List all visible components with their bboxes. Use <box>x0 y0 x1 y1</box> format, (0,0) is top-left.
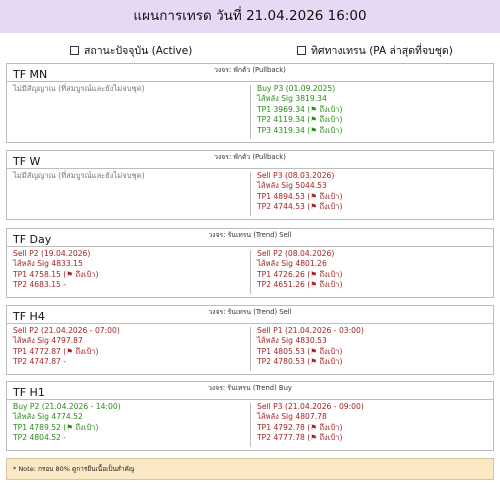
signal-line: TP1 4792.78 (⚑ ถึงเป้า) <box>257 422 343 432</box>
column-header-active <box>70 42 192 59</box>
signal-line: ไส้หลัง Sig 4830.53 <box>257 336 327 346</box>
page-title: แผนการเทรด วันที่ 21.04.2026 16:00 <box>0 0 500 33</box>
note-text: * Note: กรอบ 80% ดูการยืนเนื้อเป็นสำคัญ <box>13 465 135 473</box>
note-box <box>6 458 494 480</box>
signal-line: Sell P3 (08.03.2026) <box>257 171 335 180</box>
signal-line: TP2 4747.87 - <box>13 357 67 367</box>
section-title: TF H4 <box>13 310 45 323</box>
active-status-column <box>13 326 120 368</box>
signal-line: ไส้หลัง Sig 5044.53 <box>257 181 327 191</box>
signal-line: ไส้หลัง Sig 4833.15 <box>13 259 83 269</box>
section-cycle-label: วงจร: รันเทรน (Trend) Sell <box>208 231 292 239</box>
checkbox-icon <box>70 46 79 55</box>
signal-line: TP1 4726.26 (⚑ ถึงเป้า) <box>257 269 343 279</box>
signal-line: TP2 4651.26 (⚑ ถึงเป้า) <box>257 280 343 290</box>
checkbox-icon <box>297 46 306 55</box>
column-divider <box>250 327 251 371</box>
signal-line: TP1 4789.52 (⚑ ถึงเป้า) <box>13 422 99 432</box>
signal-line: TP2 4780.53 (⚑ ถึงเป้า) <box>257 357 343 367</box>
signal-line: TP1 4805.53 (⚑ ถึงเป้า) <box>257 346 343 356</box>
section-title: TF MN <box>13 68 48 81</box>
timeframe-section <box>6 381 494 451</box>
section-cycle-label: วงจร: พักตัว (Pullback) <box>214 153 286 161</box>
section-title: TF W <box>13 155 41 168</box>
signal-line: Sell P2 (21.04.2026 - 07:00) <box>13 326 120 335</box>
section-cycle-label: วงจร: รันเทรน (Trend) Buy <box>208 384 292 392</box>
signal-line: ไส้หลัง Sig 4774.52 <box>13 412 83 422</box>
signal-line: Sell P3 (21.04.2026 - 09:00) <box>257 402 364 411</box>
trend-direction-column <box>257 402 364 444</box>
signal-line: TP2 4777.78 (⚑ ถึงเป้า) <box>257 433 343 443</box>
section-cycle-label: วงจร: พักตัว (Pullback) <box>214 66 286 74</box>
column-divider <box>250 250 251 294</box>
signal-line: Sell P1 (21.04.2026 - 03:00) <box>257 326 364 335</box>
section-cycle-label: วงจร: รันเทรน (Trend) Sell <box>208 308 292 316</box>
signal-line: ไม่มีสัญญาณ (ที่สมบูรณ์และยังไม่จบชุด) <box>13 171 145 180</box>
signal-line: Buy P3 (01.09.2025) <box>257 84 336 93</box>
column-header-active-label: สถานะปัจจุบัน (Active) <box>84 45 193 57</box>
timeframe-section <box>6 150 494 220</box>
active-status-column <box>13 402 121 444</box>
column-divider <box>250 403 251 447</box>
signal-line: ไส้หลัง Sig 3819.34 <box>257 94 327 104</box>
signal-line: ไส้หลัง Sig 4807.78 <box>257 412 327 422</box>
timeframe-section <box>6 228 494 298</box>
signal-line: TP3 4319.34 (⚑ ถึงเป้า) <box>257 125 343 135</box>
active-status-column <box>13 249 98 291</box>
signal-line: ไส้หลัง Sig 4797.87 <box>13 336 83 346</box>
column-divider <box>250 172 251 216</box>
timeframe-section <box>6 63 494 143</box>
signal-line: Sell P2 (19.04.2026) <box>13 249 91 258</box>
signal-line: ไม่มีสัญญาณ (ที่สมบูรณ์และยังไม่จบชุด) <box>13 84 145 93</box>
trend-direction-column <box>257 171 342 213</box>
signal-line: TP1 4758.15 (⚑ ถึงเป้า) <box>13 269 99 279</box>
active-status-column <box>13 84 145 94</box>
column-header-trend <box>297 42 453 59</box>
signal-line: TP1 3969.34 (⚑ ถึงเป้า) <box>257 104 343 114</box>
signal-line: TP1 4894.53 (⚑ ถึงเป้า) <box>257 191 343 201</box>
signal-line: TP2 4744.53 (⚑ ถึงเป้า) <box>257 202 343 212</box>
active-status-column <box>13 171 145 181</box>
section-body <box>7 399 493 450</box>
signal-line: ไส้หลัง Sig 4801.26 <box>257 259 327 269</box>
column-header-trend-label: ทิศทางเทรน (PA ล่าสุดที่จบชุด) <box>311 45 453 57</box>
signal-line: TP1 4772.87 (⚑ ถึงเป้า) <box>13 346 99 356</box>
section-body <box>7 323 493 374</box>
signal-line: Buy P2 (21.04.2026 - 14:00) <box>13 402 121 411</box>
trend-direction-column <box>257 326 364 368</box>
column-divider <box>250 85 251 139</box>
signal-line: TP2 4119.34 (⚑ ถึงเป้า) <box>257 115 343 125</box>
section-title: TF Day <box>13 233 52 246</box>
section-body <box>7 246 493 297</box>
trend-direction-column <box>257 84 342 136</box>
section-title: TF H1 <box>13 386 45 399</box>
signal-line: TP2 4804.52 - <box>13 433 67 443</box>
section-body <box>7 81 493 142</box>
trend-direction-column <box>257 249 342 291</box>
section-body <box>7 168 493 219</box>
timeframe-section <box>6 305 494 375</box>
signal-line: TP2 4683.15 - <box>13 280 67 290</box>
signal-line: Sell P2 (08.04.2026) <box>257 249 335 258</box>
